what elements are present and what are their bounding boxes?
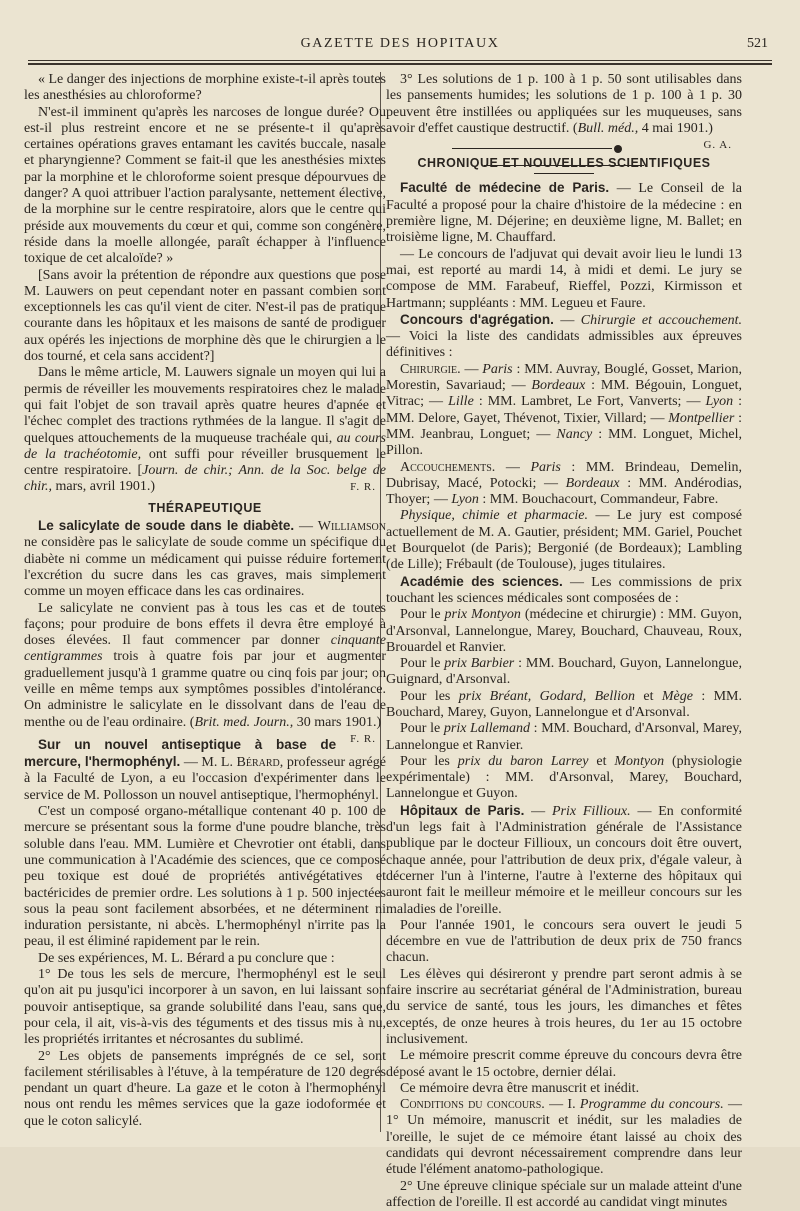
- paragraph: Pour le prix Lallemand : MM. Bouchard, d'Arsonval, Marey, Lannelongue et Ranvier.: [386, 721, 742, 753]
- paragraph: Dans le même article, M. Lauwers signale un moyen qui lui a permis de réveiller les mouvements respiratoires chez le malade qui fait l'objet de son travail après quatre heures d'apnée et l'échec complet des tractions rythmées de la langue. Il s'agit de quelques attouchements de la muqueuse trachéale qui, au cours de la trachéotomie, ont suffi pour réveiller brusquement le centre respiratoire. [Journ. de chir.; Ann. de la Soc. belge de chir., mars, avril 1901.) F. R.: [24, 365, 387, 495]
- paragraph: Concours d'agrégation. — Chirurgie et accouchement. — Voici la liste des candidats admissibles aux épreuves définitives :: [386, 311, 742, 361]
- paragraph: Académie des sciences. — Les commissions de prix touchant les sciences médicales sont composées de :: [386, 573, 742, 606]
- article-heading: Faculté de médecine de Paris.: [400, 180, 610, 196]
- paragraph: Conditions du concours. — I. Programme du concours. — 1° Un mémoire, manuscrit et inédit, sur les maladies de l'oreille, le sujet de ce mémoire étant laissé au choix des candidats qui devront nécessairement comprendre dans leur étude l'élément anatomo-pathologique.: [386, 1097, 743, 1178]
- paragraph: Le mémoire prescrit comme épreuve du concours devra être déposé avant le 15 octobre, dernier délai.: [386, 1048, 742, 1080]
- section-title: THÉRAPEUTIQUE: [148, 500, 262, 515]
- paragraph: C'est un composé organo-métallique contenant 40 p. 100 de mercure se présentant sous la forme d'une poudre blanche, très soluble dans l'eau. MM. Lumière et Chevrotier ont établi, dans une communication à l'Académie des sciences, que ce composé peu toxique est doué de propriétés antivégétatives et bactéricides de premier ordre. Les solutions à 1 p. 500 injectées sous la peau sont facilement absorbées, et ne déterminent ni induration persistante, ni abcès. L'hermophényl n'irrite pas la peau, il est éliminé rapidement par le rein.: [24, 804, 386, 950]
- paragraph: Pour l'année 1901, le concours sera ouvert le jeudi 5 décembre en vue de l'attribution de deux prix de 750 francs chacun.: [386, 917, 742, 966]
- paragraph: Sur un nouvel antiseptique à base de mercure, l'hermophényl. — M. L. Bérard, professeur agrégé à la Faculté de Lyon, a eu l'occasion d'expérimenter dans le service de M. Pollosson un nouvel antiseptique, l'hermophényl.: [24, 736, 386, 803]
- paragraph: Pour le prix Barbier : MM. Bouchard, Guyon, Lannelongue, Guignard, d'Arsonval.: [386, 656, 742, 688]
- paragraph: Accouchements. — Paris : MM. Brindeau, Demelin, Dubrisay, Macé, Potocki; — Bordeaux : MM. Andérodias, Thoyer; — Lyon : MM. Bouchacourt, Commandeur, Fabre.: [386, 459, 743, 508]
- paragraph: Hôpitaux de Paris. — Prix Fillioux. — En conformité d'un legs fait à l'Administration générale de l'Assistance publique par le docteur Fillioux, un concours doit être ouvert, chaque année, pour l'attribution de deux prix, d'égale valeur, à décerner l'un à l'interne, l'autre à l'externe des hôpitaux qui auront fait le meilleur mémoire et le meilleur concours sur les maladies de l'oreille.: [386, 802, 742, 917]
- header-rule-thick: [28, 63, 772, 65]
- article-heading: Hôpitaux de Paris.: [400, 802, 525, 818]
- short-rule: [534, 173, 594, 174]
- page-header: [28, 28, 772, 58]
- ornament-rule: [386, 141, 742, 151]
- article-heading: Académie des sciences.: [400, 573, 563, 589]
- paragraph: 3° Les solutions de 1 p. 100 à 1 p. 50 sont utilisables dans les pansements humides; les solutions de 1 p. 100 à 1 p. 30 peuvent être instillées ou appliquées sur les muqueuses, sans avoir d'effet caustique destructif. (Bull. méd., 4 mai 1901.) G. A.: [386, 72, 742, 137]
- paragraph: 2° Les objets de pansements imprégnés de ce sel, sont facilement stérilisables à l'étuve, à la température de 120 degrés pendant un quart d'heure. La gaze et le coton à l'hermophényl nous ont rendu les mêmes services que la gaze iodoformée et que le coton salicylé.: [24, 1048, 386, 1129]
- article-heading: Concours d'agrégation.: [400, 311, 554, 327]
- paragraph: Ce mémoire devra être manuscrit et inédit.: [400, 1080, 640, 1096]
- paragraph: N'est-il imminent qu'après les narcoses de longue durée? Ou est-il plus restreint encore et ne se présente-t il qu'après certaines opérations graves entamant les cavités buccale, nasale et pharyngienne? Comment se fait-il que les anesthésies mixtes par la morphine et le chloroforme soient presque dépourvues de danger? A quoi attribuer l'action paralysante, nettement élective, de la morphine sur le centre respiratoire, alors que le centre qui préside aux mouvements du cœur et qui, comme son congénère, réside dans la moelle allongée, paraît échapper à l'influence toxique de cet alcaloïde? »: [24, 104, 386, 267]
- left-column: [24, 72, 386, 1130]
- author-initials: G. A.: [703, 139, 732, 152]
- author-initials: F. R.: [350, 481, 376, 494]
- page-number: 521: [747, 36, 768, 51]
- section-title: CHRONIQUE ET NOUVELLES SCIENTIFIQUES: [417, 156, 711, 171]
- paragraph: [Sans avoir la prétention de répondre aux questions que pose M. Lauwers on peut cependant noter en passant combien sont exceptionnels les cas qu'il vient de citer. N'est-il pas de pratique courante dans les hôpitaux et les maisons de santé de prodiguer aux opérés les injections de morphine dès que le chirurgien a le dos tourné, et cela sans accident?]: [24, 267, 386, 365]
- paragraph: — Le concours de l'adjuvat qui devait avoir lieu le lundi 13 mai, est reporté au mardi 14, à midi et demi. Le jury se compose de MM. Farabeuf, Rieffel, Pozzi, Kirmisson et Hartmann; suppléants : MM. Legueu et Faure.: [386, 246, 742, 311]
- header-rule: [28, 60, 772, 61]
- author-initials: F. R.: [350, 732, 376, 745]
- article-heading: Le salicylate de soude dans le diabète.: [38, 518, 295, 534]
- journal-title: GAZETTE DES HOPITAUX: [300, 36, 500, 51]
- right-column: [386, 72, 742, 1211]
- paragraph: Chirurgie. — Paris : MM. Auvray, Bouglé, Gosset, Marion, Morestin, Savariaud; — Bordeaux : MM. Bégouin, Longuet, Vitrac; — Lille : MM. Lambret, Le Fort, Vanverts; — Lyon : MM. Delore, Gayet, Thévenot, Tixier, Villard; — Montpellier : MM. Jeanbrau, Longuet; — Nancy : MM. Longuet, Michel, Pillon.: [386, 361, 743, 459]
- paragraph: Les élèves qui désireront y prendre part seront admis à se faire inscrire au secrétariat général de l'Administration, bureau du service de santé, tous les jours, les dimanches et fêtes exceptés, de onze heures à trois heures, du 1er au 15 octobre inclusivement.: [386, 966, 742, 1047]
- paragraph: Pour le prix Montyon (médecine et chirurgie) : MM. Guyon, d'Arsonval, Lannelongue, Marey, Bouchard, Chauveau, Roux, Brouardel et Ranvier.: [386, 607, 742, 655]
- paragraph: Pour les prix du baron Larrey et Montyon (physiologie expérimentale) : MM. d'Arsonval, Marey, Bouchard, Lannelongue et Guyon.: [386, 753, 742, 802]
- paragraph: 1° De tous les sels de mercure, l'hermophényl est le seul qu'on ait pu jusqu'ici incorporer à un savon, en lui laissant son pouvoir antiseptique, sa grande solubilité dans l'eau, sans que, pour cela, il ait, vis-à-vis des téguments et des tissus mis à nu, les propriétés irritantes et nécrosantes du sublimé.: [24, 967, 386, 1048]
- paragraph: Pour les prix Bréant, Godard, Bellion et Mège : MM. Bouchard, Marey, Guyon, Lannelongue et d'Arsonval.: [386, 688, 742, 720]
- article-heading: Sur un nouvel antiseptique à base de mercure, l'hermophényl.: [24, 736, 337, 770]
- paragraph: 2° Une épreuve clinique spéciale sur un malade atteint d'une affection de l'oreille. Il est accordé au candidat vingt minutes: [386, 1178, 742, 1210]
- paragraph: « Le danger des injections de morphine existe-t-il après toutes les anesthésies au chloroforme?: [24, 72, 386, 104]
- paragraph: Le salicylate ne convient pas à tous les cas et de toutes façons; pour produire de bons effets il devra être employé à doses élevées. Il faut commencer par donner cinquante centigrammes trois à quatre fois par jour et augmenter graduellement jusqu'à 1 gramme quatre ou cinq fois par jour; on veille en même temps aux symptômes possibles d'intolérance. On administre le salicylate en le dissolvant dans de l'eau de menthe ou de l'eau ordinaire. (Brit. med. Journ., 30 mars 1901.) F. R.: [24, 601, 386, 731]
- paragraph: De ses expériences, M. L. Bérard a pu conclure que :: [38, 950, 335, 966]
- paragraph: Faculté de médecine de Paris. — Le Conseil de la Faculté a proposé pour la chaire d'histoire de la médecine : en première ligne, M. Déjerine; en deuxième ligne, M. Ballet; en troisième ligne, M. Chauffard.: [386, 180, 742, 246]
- paragraph: Physique, chimie et pharmacie. — Le jury est composé actuellement de M. A. Gautier, président; MM. Gariel, Pouchet et Bourquelot (de Paris); Bergonié (de Bordeaux); Lambling (de Lille); Frébault (de Toulouse), juges titulaires.: [386, 508, 742, 573]
- paragraph: Le salicylate de soude dans le diabète. — Williamson ne considère pas le salicylate de soude comme un spécifique du diabète ni comme un médicament qui puisse réduire fortement l'excrétion du sucre dans les cas graves, mais simplement comme un moyen efficace dans les cas ordinaires.: [24, 518, 386, 600]
